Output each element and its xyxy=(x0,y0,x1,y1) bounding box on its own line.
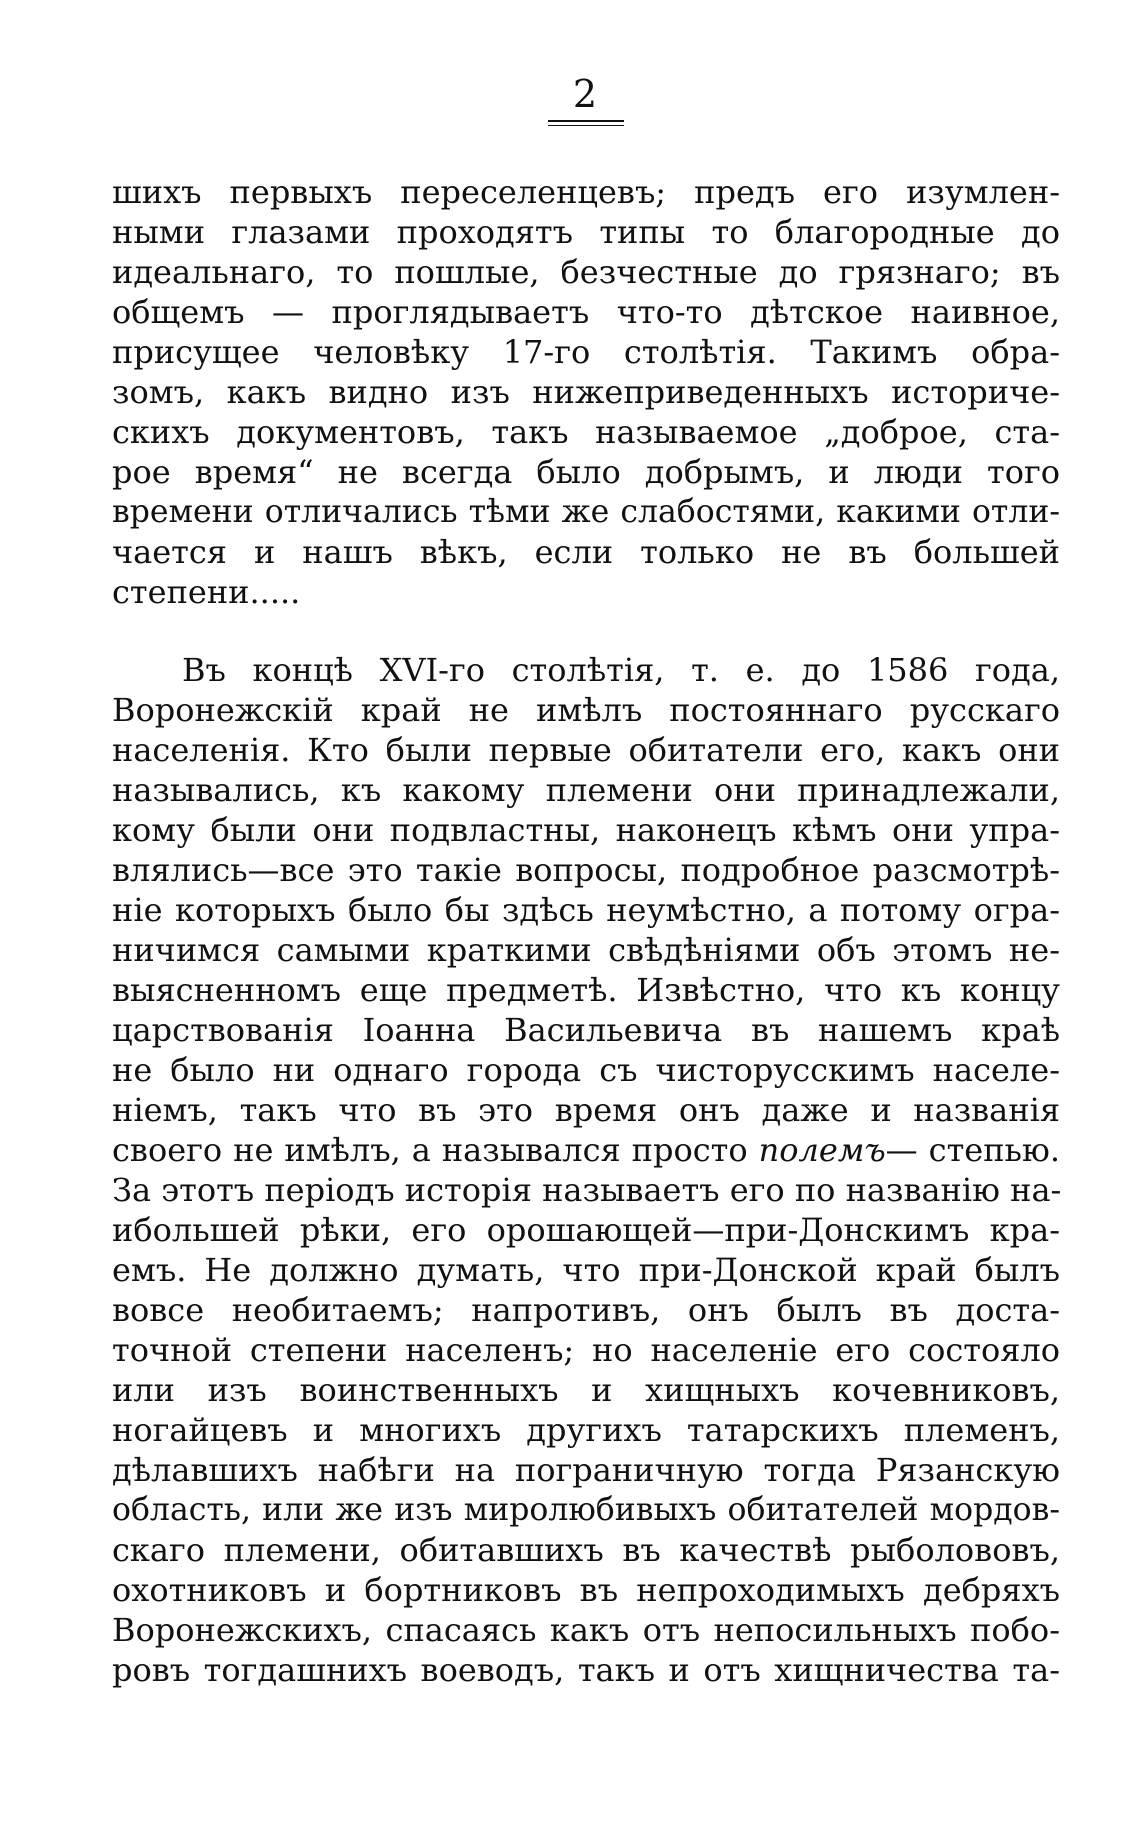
text-line: времени отличались тѣми же слабостями, какими отли- xyxy=(112,494,1060,530)
text-line: дѣлавшихъ набѣги на пограничную тогда Рязанскую xyxy=(112,1451,1060,1489)
text-line: скаго племени, обитавшихъ въ качествѣ рыболововъ, xyxy=(112,1531,1060,1569)
text-line: чается и нашъ вѣкъ, если только не въ большей xyxy=(112,533,1060,571)
text-line: или изъ воинственныхъ и хищныхъ кочевниковъ, xyxy=(112,1371,1060,1409)
page-number-rule-thin xyxy=(548,125,624,126)
text-line: Воронежскихъ, спасаясь какъ отъ непосильныхъ побо- xyxy=(112,1611,1060,1649)
text-line: точной степени населенъ; но населеніе его состояло xyxy=(112,1331,1060,1369)
text-line: ибольшей рѣки, его орошающей—при-Донскимъ кра- xyxy=(112,1211,1060,1249)
page-number: 2 xyxy=(572,72,598,116)
text-line: ровъ тогдашнихъ воеводъ, такъ и отъ хищничества та- xyxy=(112,1651,1060,1689)
text-line: выясненномъ еще предметѣ. Извѣстно, что къ концу xyxy=(112,971,1060,1009)
text-line: вовсе необитаемъ; напротивъ, онъ былъ въ доста- xyxy=(112,1291,1060,1329)
text-line: емъ. Не должно думать, что при-Донской край былъ xyxy=(112,1251,1060,1289)
text-line: скихъ документовъ, такъ называемое „доброе, ста- xyxy=(112,413,1060,451)
text-line: степени..... xyxy=(112,573,301,611)
italic-word: полемъ xyxy=(758,1131,886,1169)
text-line: кому были они подвластны, наконецъ кѣмъ они упра- xyxy=(112,811,1060,849)
text-line: общемъ — проглядываетъ что-то дѣтское наивное, xyxy=(112,293,1060,331)
text-line-with-italic xyxy=(112,1130,1060,1170)
page-number-rule xyxy=(548,120,624,122)
text-line: идеальнаго, то пошлые, безчестные до грязнаго; въ xyxy=(112,253,1060,291)
text-line: область, или же изъ миролюбивыхъ обитателей мордов- xyxy=(112,1492,1060,1528)
text-line: населенія. Кто были первые обитатели его, какъ они xyxy=(112,731,1060,769)
text-line: шихъ первыхъ переселенцевъ; предъ его изумлен- xyxy=(112,173,1060,211)
text-line: царствованія Іоанна Васильевича въ нашемъ краѣ xyxy=(112,1011,1060,1049)
text-line: назывались, къ какому племени они принадлежали, xyxy=(112,771,1060,809)
text-line: не было ни однаго города съ чисторусскимъ населе- xyxy=(112,1051,1060,1089)
text-line: зомъ, какъ видно изъ нижеприведенныхъ историче- xyxy=(112,373,1060,411)
text-line: Воронежскій край не имѣлъ постояннаго русскаго xyxy=(112,691,1060,729)
text-line: ными глазами проходятъ типы то благородные до xyxy=(112,213,1060,251)
text-line: Въ концѣ XVI-го столѣтія, т. е. до 1586 года, xyxy=(182,651,1060,689)
text-line: присущее человѣку 17-го столѣтія. Такимъ обра- xyxy=(112,333,1060,371)
text-line: ніе которыхъ было бы здѣсь неумѣстно, а потому огра- xyxy=(112,891,1060,929)
text-run: — степью. xyxy=(885,1131,1060,1169)
text-line: рое время“ не всегда было добрымъ, и люди того xyxy=(112,453,1060,491)
text-line: охотниковъ и бортниковъ въ непроходимыхъ дебряхъ xyxy=(112,1571,1060,1609)
text-line: За этотъ періодъ исторія называетъ его по названію на- xyxy=(112,1171,1062,1209)
text-line: ничимся самыми краткими свѣдѣніями объ этомъ не- xyxy=(112,931,1060,969)
text-line: ногайцевъ и многихъ другихъ татарскихъ племенъ, xyxy=(112,1411,1060,1449)
text-line: влялись—все это такіе вопросы, подробное разсмотрѣ- xyxy=(112,851,1060,889)
text-line: ніемъ, такъ что въ это время онъ даже и названія xyxy=(112,1091,1060,1129)
text-run: своего не имѣлъ, а назывался просто xyxy=(112,1131,748,1169)
